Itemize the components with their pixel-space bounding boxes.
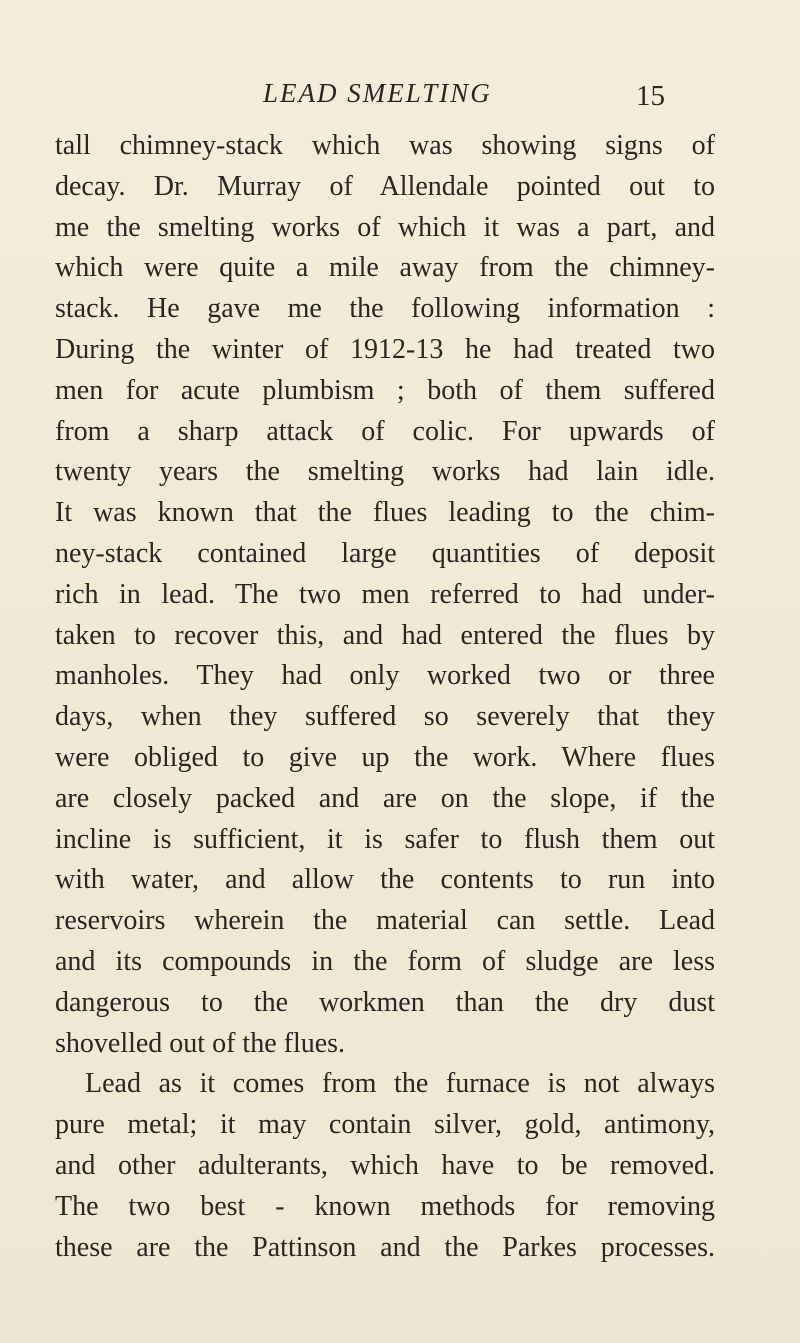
text-line: twenty years the smelting works had lain idle. (55, 456, 715, 488)
body-text (55, 126, 715, 1268)
text-line: with water, and allow the contents to run into (55, 864, 715, 896)
text-line: tall chimney-stack which was showing signs of (55, 130, 715, 161)
text-line: The two best - known methods for removing (55, 1190, 715, 1222)
text-line: and other adulterants, which have to be removed. (55, 1149, 715, 1181)
running-head (0, 78, 800, 118)
text-line: were obliged to give up the work. Where flues (55, 741, 715, 773)
text-line: are closely packed and are on the slope, if the (55, 782, 715, 814)
text-line: reservoirs wherein the material can settle. Lead (55, 905, 715, 937)
running-title: LEAD SMELTING (263, 78, 492, 108)
text-line: dangerous to the workmen than the dry dust (55, 986, 715, 1018)
text-line: from a sharp attack of colic. For upwards of (55, 415, 715, 447)
text-line: manholes. They had only worked two or three (55, 660, 715, 692)
text-line: During the winter of 1912-13 he had treated two (55, 333, 715, 365)
text-line: men for acute plumbism ; both of them suffered (55, 374, 715, 406)
text-line: incline is sufficient, it is safer to flush them out (55, 823, 715, 855)
text-line: these are the Pattinson and the Parkes processes. (55, 1231, 715, 1263)
text-line: stack. He gave me the following information : (55, 293, 715, 325)
paragraph-end-line: shovelled out of the flues. (55, 1027, 346, 1059)
text-line: me the smelting works of which it was a part, and (55, 211, 715, 243)
text-line: rich in lead. The two men referred to had under- (55, 578, 715, 610)
text-line: and its compounds in the form of sludge are less (55, 945, 715, 977)
text-line: ney-stack contained large quantities of deposit (55, 537, 715, 569)
text-line: days, when they suffered so severely that they (55, 701, 715, 733)
text-line: decay. Dr. Murray of Allendale pointed out to (55, 170, 715, 202)
paragraph-start-line: Lead as it comes from the furnace is not always (85, 1068, 715, 1100)
text-line: taken to recover this, and had entered the flues by (55, 619, 715, 651)
text-line: which were quite a mile away from the chimney- (55, 252, 715, 284)
text-line: It was known that the flues leading to the chim- (55, 497, 715, 529)
page-number: 15 (636, 80, 665, 112)
text-line: pure metal; it may contain silver, gold, antimony, (55, 1109, 715, 1141)
